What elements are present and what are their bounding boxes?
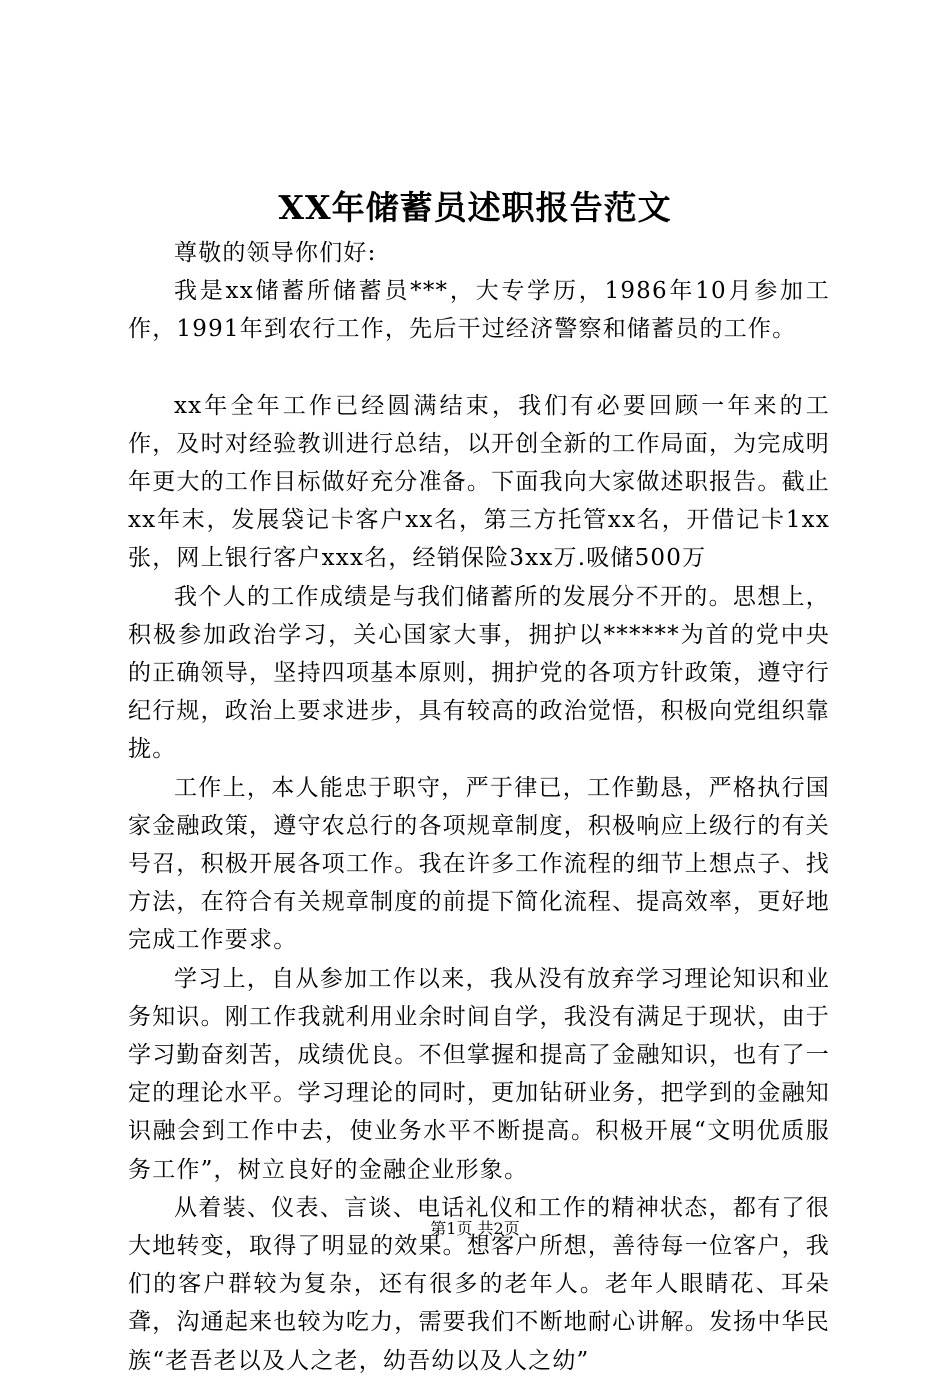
body-paragraph: 从着装、仪表、言谈、电话礼仪和工作的精神状态，都有了很大地转变，取得了明显的效果。想客户所想，善待每一位客户，我们的客户群较为复杂，还有很多的老年人。老年人眼睛花、耳朵聋，沟通起来也较为吃力，需要我们不断地耐心讲解。发扬中华民族“老吾老以及人之老，幼吾幼以及人之幼” xyxy=(128,1194,830,1374)
body-paragraph: 我是xx储蓄所储蓄员***，大专学历，1986年10月参加工作，1991年到农行工作，先后干过经济警察和储蓄员的工作。 xyxy=(128,278,830,343)
page-number-footer: 第1页 共2页 xyxy=(430,1219,520,1238)
body-paragraph: 工作上，本人能忠于职守，严于律已，工作勤恳，严格执行国家金融政策，遵守农总行的各项规章制度，积极响应上级行的有关号召，积极开展各项工作。我在许多工作流程的细节上想点子、找方法，在符合有关规章制度的前提下简化流程、提高效率，更好地完成工作要求。 xyxy=(128,774,830,954)
document-title: XX年储蓄员述职报告范文 xyxy=(278,188,672,227)
salutation-paragraph: 尊敬的领导你们好: xyxy=(174,240,377,266)
body-paragraph: 我个人的工作成绩是与我们储蓄所的发展分不开的。思想上，积极参加政治学习，关心国家大事，拥护以******为首的党中央的正确领导，坚持四项基本原则，拥护党的各项方针政策，遵守行纪行规，政治上要求进步，具有较高的政治觉悟，积极向党组织靠拢。 xyxy=(128,583,830,763)
body-paragraph: xx年全年工作已经圆满结束，我们有必要回顾一年来的工作，及时对经验教训进行总结，以开创全新的工作局面，为完成明年更大的工作目标做好充分准备。下面我向大家做述职报告。截止xx年末，发展袋记卡客户xx名，第三方托管xx名，开借记卡1xx张，网上银行客户xxx名，经销保险3xx万.吸储500万 xyxy=(128,392,830,572)
body-paragraph: 学习上，自从参加工作以来，我从没有放弃学习理论知识和业务知识。刚工作我就利用业余时间自学，我没有满足于现状，由于学习勤奋刻苦，成绩优良。不但掌握和提高了金融知识，也有了一定的理论水平。学习理论的同时，更加钻研业务，把学到的金融知识融会到工作中去，使业务水平不断提高。积极开展“文明优质服务工作”，树立良好的金融企业形象。 xyxy=(128,965,830,1183)
document-body xyxy=(128,234,830,1380)
